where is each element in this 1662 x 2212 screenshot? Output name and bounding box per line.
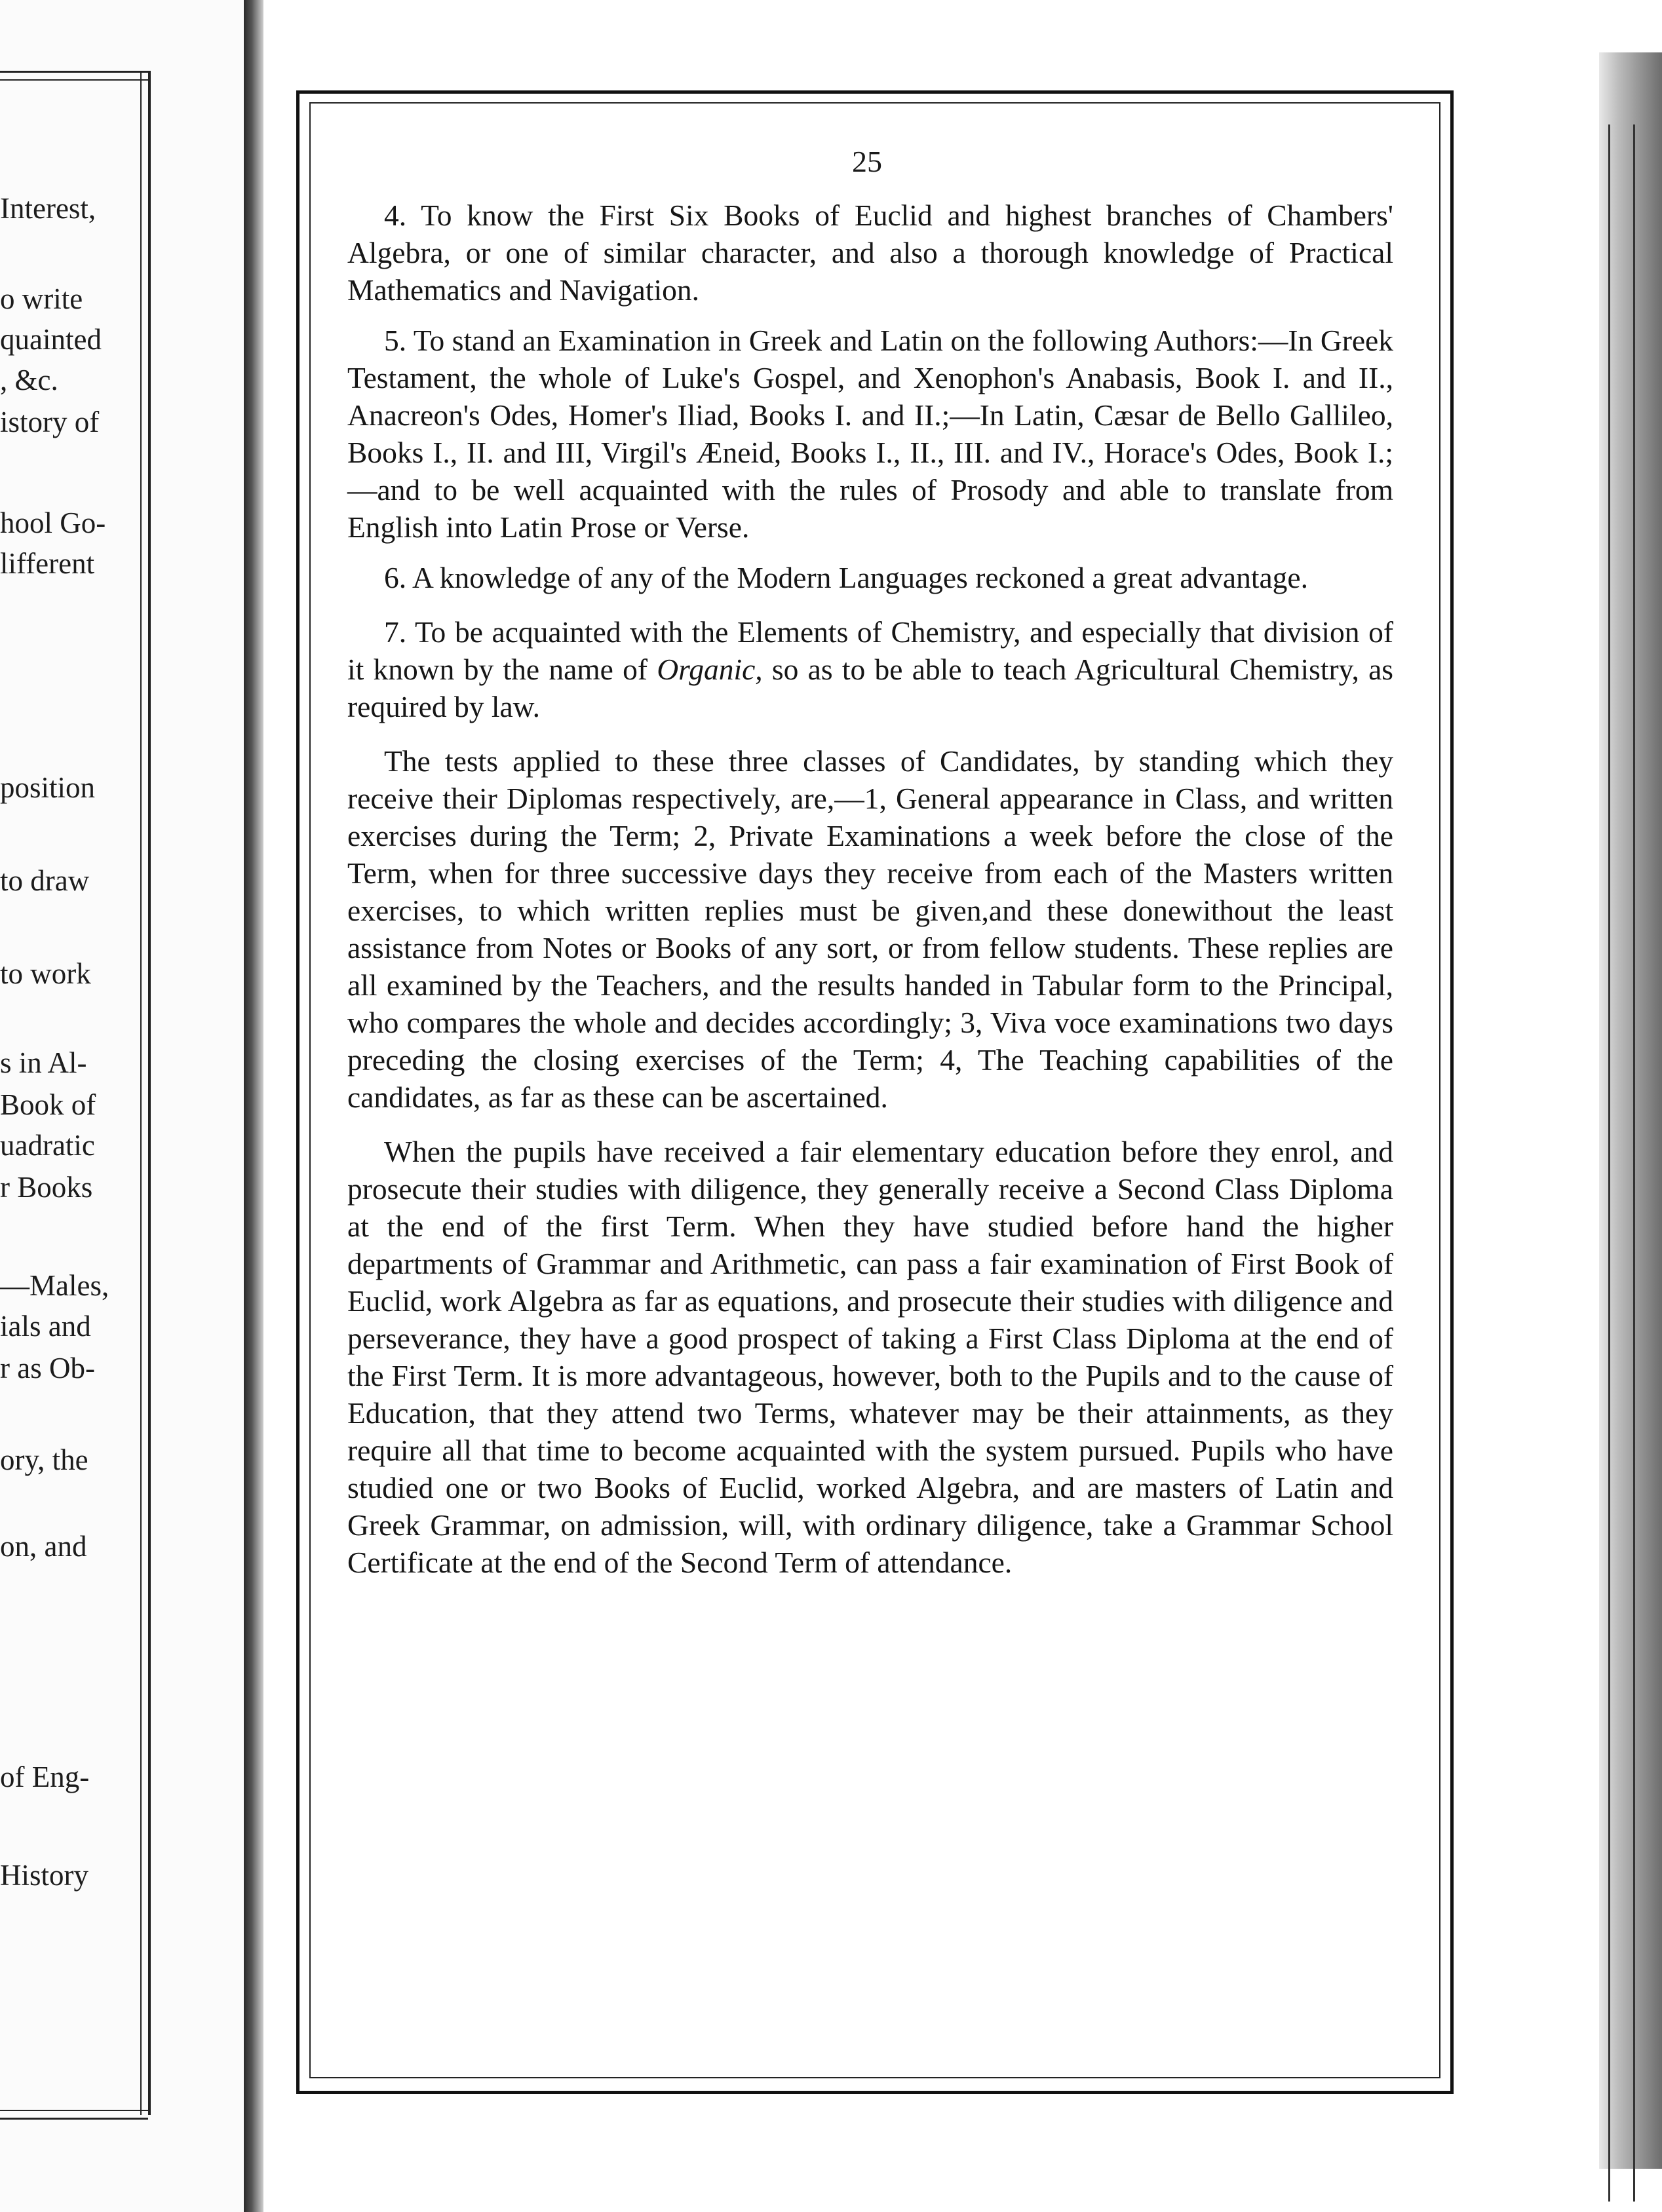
- previous-page-line: Book of: [0, 1088, 96, 1121]
- requirement-item-7-text: 7. To be acquainted with the Elements of Chemistry, and especially that division of it known by the name of: [347, 615, 1393, 686]
- previous-page-line: History: [0, 1859, 88, 1892]
- requirement-item-7: [347, 613, 1393, 725]
- previous-page-rule-top: [0, 71, 148, 81]
- previous-page-line: ials and: [0, 1310, 91, 1343]
- previous-page-line: to draw: [0, 864, 90, 897]
- previous-page-rule-right: [140, 71, 151, 2115]
- previous-page-line: quainted: [0, 323, 102, 356]
- previous-page-line: position: [0, 771, 96, 804]
- page-edge-line: [1633, 124, 1635, 2202]
- book-gutter: [244, 0, 263, 2212]
- page-edge-line: [1608, 124, 1610, 2202]
- tests-paragraph: The tests applied to these three classes of Candidates, by standing which they receive their Diplomas respectively, are,—1, General appearance in Class, and written exercises during the Term; 2, Private Examinations a week before the close of the Term, when for three successive days they receive from each of the Masters written exercises, to which written replies must be given,and these donewithout the least assistance from Notes or Books of any sort, or from fellow students. These replies are all examined by the Teachers, and the results handed in Tabular form to the Principal, who compares the whole and decides accordingly; 3, Viva voce examinations two days preceding the closing exercises of the Term; 4, The Teaching capabilities of the candidates, as far as these can be ascertained.: [347, 744, 1393, 1114]
- previous-page-line: uadratic: [0, 1129, 95, 1162]
- previous-page-line: of Eng-: [0, 1761, 90, 1793]
- page-body: [347, 197, 1393, 1594]
- previous-page: [0, 0, 244, 2212]
- previous-page-rule-bottom: [0, 2110, 148, 2120]
- previous-page-line: hool Go-: [0, 506, 106, 539]
- previous-page-line: istory of: [0, 406, 100, 438]
- previous-page-line: ory, the: [0, 1443, 88, 1476]
- organic-term: Organic,: [657, 653, 763, 686]
- previous-page-line: to work: [0, 957, 91, 990]
- previous-page-line: r Books: [0, 1171, 93, 1204]
- previous-page-line: lifferent: [0, 547, 95, 580]
- requirement-item-6: 6. A knowledge of any of the Modern Languages reckoned a great advantage.: [384, 561, 1308, 594]
- requirement-item-4: 4. To know the First Six Books of Euclid and highest branches of Chambers' Algebra, or one of similar character, and also a thorough knowledge of Practical Mathematics and Navigation.: [347, 199, 1393, 307]
- requirement-item-5: 5. To stand an Examination in Greek and Latin on the following Authors:—In Greek Testament, the whole of Luke's Gospel, and Xenophon's Anabasis, Book I. and II., Anacreon's Odes, Homer's Iliad, Books I. and II.;—In Latin, Cæsar de Bello Gallileo, Books I., II. and III, Virgil's Æneid, Books I., II., III. and IV., Horace's Odes, Book I.;—and to be well acquainted with the rules of Prosody and able to translate from English into Latin Prose or Verse.: [347, 324, 1393, 544]
- previous-page-line: , &c.: [0, 364, 58, 396]
- requirement-item-7-text: so as to be able to teach Agricultural Chemistry, as required by law.: [347, 653, 1393, 723]
- page-edges: [1599, 52, 1662, 2169]
- previous-page-line: Interest,: [0, 192, 96, 225]
- previous-page-line: s in Al-: [0, 1046, 87, 1079]
- previous-page-line: —Males,: [0, 1269, 109, 1302]
- page-number: 25: [852, 145, 882, 178]
- previous-page-line: o write: [0, 282, 83, 315]
- pupils-paragraph: When the pupils have received a fair elementary education before they enrol, and prosecute their studies with diligence, they generally receive a Second Class Diploma at the end of the first Term. When they have studied before hand the higher departments of Grammar and Arithmetic, can pass a fair examination of First Book of Euclid, work Algebra as far as equations, and prosecute their studies with diligence and perseverance, they have a good prospect of taking a First Class Diploma at the end of the First Term. It is more advantageous, however, both to the Pupils and to the cause of Education, that they attend two Terms, whatever may be their attainments, as they require all that time to become acquainted with the system pursued. Pupils who have studied one or two Books of Euclid, worked Algebra, and are masters of Latin and Greek Grammar, on admission, will, with ordinary diligence, take a Grammar School Certificate at the end of the Second Term of attendance.: [347, 1135, 1393, 1579]
- previous-page-line: r as Ob-: [0, 1352, 95, 1384]
- previous-page-line: on, and: [0, 1530, 87, 1563]
